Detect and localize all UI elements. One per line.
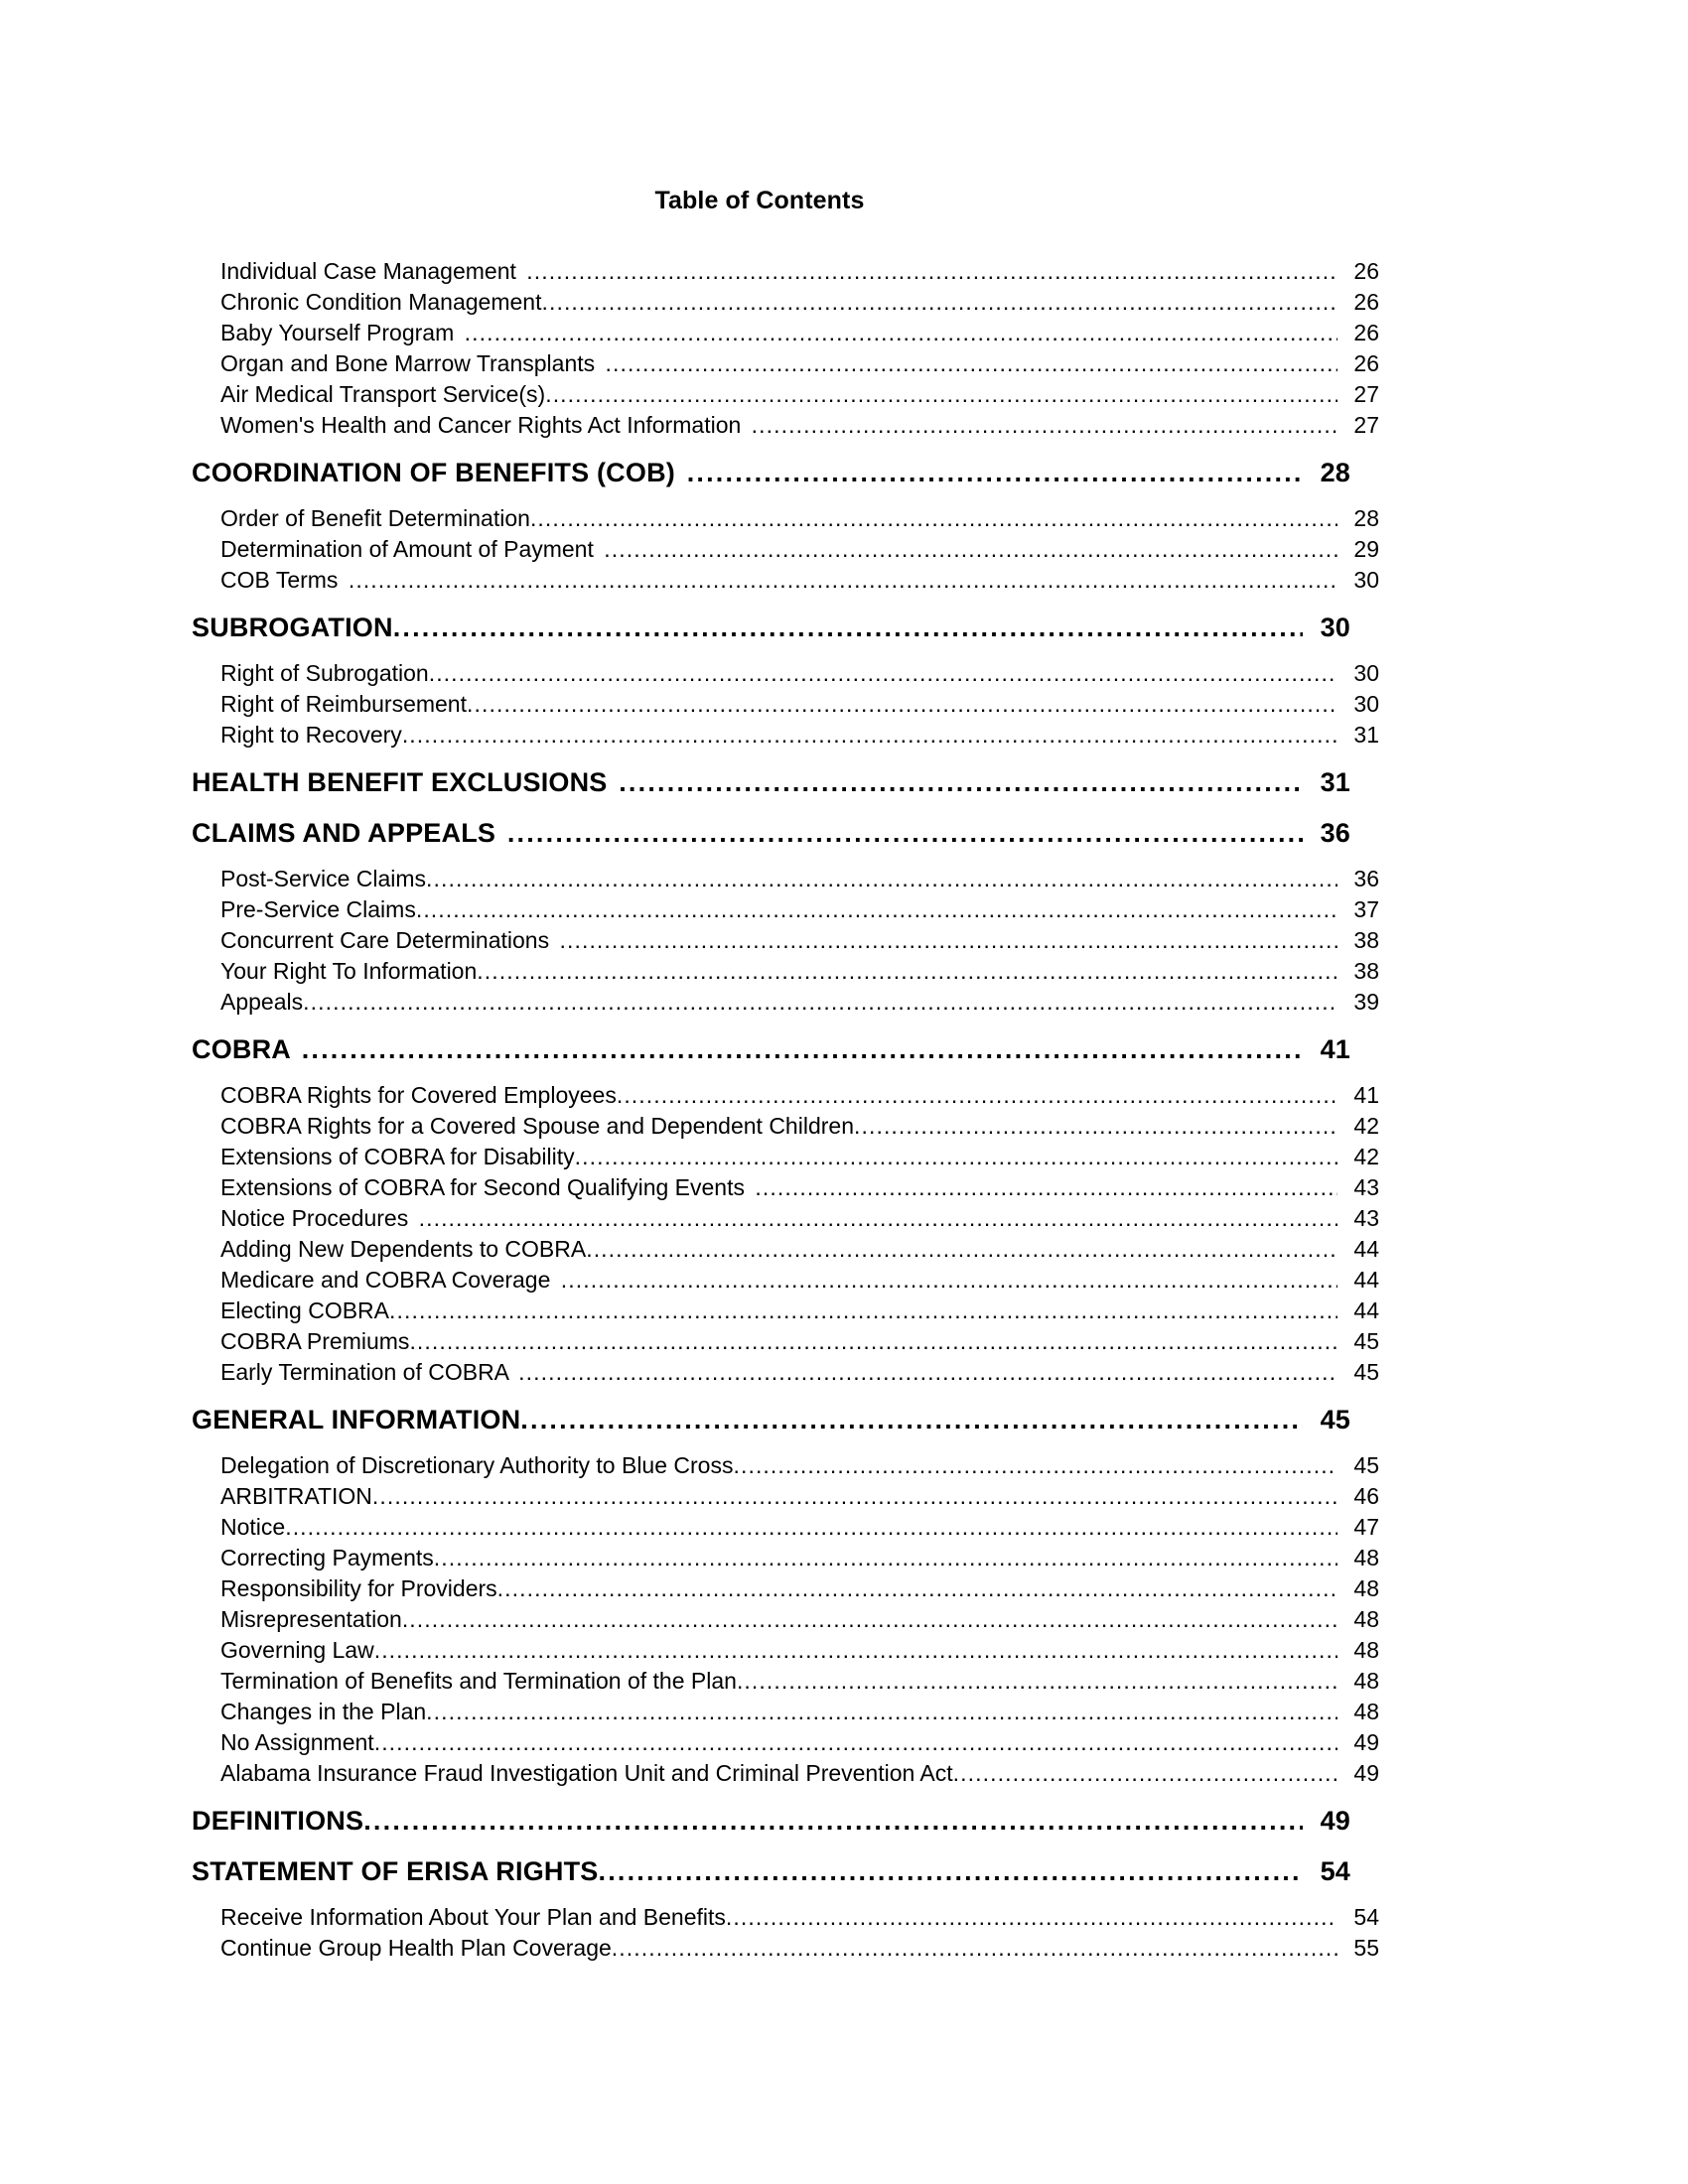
dot-leader bbox=[467, 689, 1337, 712]
toc-subsection-entry[interactable] bbox=[192, 1758, 1379, 1789]
toc-entry-page-number: 44 bbox=[1353, 1267, 1379, 1293]
toc-entry-label: Extensions of COBRA for Second Qualifying Events bbox=[220, 1174, 745, 1200]
toc-entry-label: Alabama Insurance Fraud Investigation Unit and Criminal Prevention Act bbox=[220, 1760, 953, 1786]
toc-entry-label: STATEMENT OF ERISA RIGHTS bbox=[192, 1856, 599, 1886]
toc-entry-page-number: 26 bbox=[1353, 289, 1379, 315]
toc-entry-label: DEFINITIONS bbox=[192, 1806, 364, 1836]
toc-section-entry[interactable] bbox=[192, 1031, 1350, 1068]
page-title: Table of Contents bbox=[654, 187, 865, 214]
toc-entry-label: Right to Recovery bbox=[220, 722, 402, 748]
toc-subsection-entry[interactable] bbox=[192, 1573, 1379, 1604]
toc-entry-page-number: 45 bbox=[1353, 1328, 1379, 1354]
toc-subsection-entry[interactable] bbox=[192, 1697, 1379, 1727]
toc-entry-label: CLAIMS AND APPEALS bbox=[192, 818, 496, 848]
toc-entry-label: Determination of Amount of Payment bbox=[220, 536, 594, 562]
toc-entry-page-number: 49 bbox=[1320, 1806, 1350, 1836]
toc-entry-page-number: 42 bbox=[1353, 1113, 1379, 1139]
toc-section-entry[interactable] bbox=[192, 1803, 1350, 1840]
dot-leader bbox=[426, 864, 1337, 887]
toc-subsection-entry[interactable] bbox=[192, 503, 1379, 534]
toc-entry-label: COORDINATION OF BENEFITS (COB) bbox=[192, 458, 675, 487]
dot-leader bbox=[434, 1543, 1337, 1566]
toc-subsection-entry[interactable] bbox=[192, 1902, 1379, 1933]
toc-entry-page-number: 41 bbox=[1353, 1082, 1379, 1108]
dot-leader bbox=[737, 1666, 1337, 1689]
toc-entry-page-number: 26 bbox=[1353, 258, 1379, 284]
toc-entry-label: COBRA Rights for Covered Employees bbox=[220, 1082, 617, 1108]
toc-entry-label: COBRA Premiums bbox=[220, 1328, 410, 1354]
toc-subsection-entry[interactable] bbox=[192, 864, 1379, 894]
toc-entry-label: Notice bbox=[220, 1514, 286, 1540]
toc-entry-label: Notice Procedures bbox=[220, 1205, 409, 1231]
toc-entry-page-number: 31 bbox=[1320, 767, 1350, 797]
toc-entry-page-number: 48 bbox=[1353, 1545, 1379, 1570]
toc-subsection-entry[interactable] bbox=[192, 925, 1379, 956]
toc-subsection-entry[interactable] bbox=[192, 565, 1379, 596]
dot-leader bbox=[599, 1853, 1304, 1880]
toc-entry-label: Your Right To Information bbox=[220, 958, 478, 984]
toc-entry-page-number: 54 bbox=[1353, 1904, 1379, 1930]
toc-subsection-entry[interactable] bbox=[192, 1933, 1379, 1964]
toc-entry-page-number: 31 bbox=[1353, 722, 1379, 748]
toc-entry-page-number: 48 bbox=[1353, 1575, 1379, 1601]
toc-entry-label: Pre-Service Claims bbox=[220, 896, 416, 922]
toc-entry-label: Early Termination of COBRA bbox=[220, 1359, 508, 1385]
toc-entry-page-number: 26 bbox=[1353, 350, 1379, 376]
dot-leader bbox=[402, 1604, 1337, 1627]
dot-leader bbox=[520, 1402, 1303, 1429]
dot-leader bbox=[372, 1481, 1337, 1504]
dot-leader bbox=[363, 1803, 1303, 1830]
dot-leader bbox=[617, 1080, 1337, 1103]
toc-entry-page-number: 41 bbox=[1320, 1034, 1350, 1064]
toc-subsection-entry[interactable] bbox=[192, 318, 1379, 348]
toc-entry-page-number: 55 bbox=[1353, 1935, 1379, 1961]
toc-subsection-entry[interactable] bbox=[192, 1512, 1379, 1543]
dot-leader bbox=[497, 1573, 1337, 1596]
toc-subsection-entry[interactable] bbox=[192, 1481, 1379, 1512]
toc-subsection-entry[interactable] bbox=[192, 987, 1379, 1018]
toc-entry-page-number: 42 bbox=[1353, 1144, 1379, 1169]
toc-entry-page-number: 44 bbox=[1353, 1236, 1379, 1262]
dot-leader bbox=[575, 1142, 1337, 1164]
dot-leader bbox=[545, 379, 1337, 402]
toc-subsection-entry[interactable] bbox=[192, 410, 1379, 441]
toc-subsection-entry[interactable] bbox=[192, 534, 1379, 565]
toc-entry-label: Air Medical Transport Service(s) bbox=[220, 381, 546, 407]
toc-entry-label: COBRA bbox=[192, 1034, 290, 1064]
toc-entry-label: Women's Health and Cancer Rights Act Information bbox=[220, 412, 742, 438]
toc-entry-label: Order of Benefit Determination bbox=[220, 505, 530, 531]
toc-entry-page-number: 36 bbox=[1353, 866, 1379, 891]
toc-entry-label: Appeals bbox=[220, 989, 304, 1015]
toc-entry-label: Extensions of COBRA for Disability bbox=[220, 1144, 575, 1169]
toc-subsection-entry[interactable] bbox=[192, 1543, 1379, 1573]
toc-subsection-entry[interactable] bbox=[192, 1635, 1379, 1666]
toc-entry-page-number: 47 bbox=[1353, 1514, 1379, 1540]
toc-entry-label: Misrepresentation bbox=[220, 1606, 402, 1632]
toc-subsection-entry[interactable] bbox=[192, 1727, 1379, 1758]
toc-subsection-entry[interactable] bbox=[192, 1604, 1379, 1635]
toc-entry-label: Individual Case Management bbox=[220, 258, 516, 284]
toc-entry-page-number: 45 bbox=[1353, 1452, 1379, 1478]
dot-leader bbox=[612, 1933, 1337, 1956]
toc-entry-label: Receive Information About Your Plan and Benefits bbox=[220, 1904, 726, 1930]
toc-entry-page-number: 38 bbox=[1353, 927, 1379, 953]
dot-leader bbox=[733, 1450, 1337, 1473]
toc-section-entry[interactable] bbox=[192, 455, 1350, 491]
toc-section-entry[interactable] bbox=[192, 610, 1350, 646]
toc-subsection-entry[interactable] bbox=[192, 1142, 1379, 1172]
toc-subsection-entry[interactable] bbox=[192, 379, 1379, 410]
toc-entry-label: Post-Service Claims bbox=[220, 866, 427, 891]
toc-entry-page-number: 27 bbox=[1353, 412, 1379, 438]
toc-subsection-entry[interactable] bbox=[192, 1111, 1379, 1142]
dot-leader bbox=[416, 894, 1337, 917]
toc-entry-label: Governing Law bbox=[220, 1637, 374, 1663]
toc-subsection-entry[interactable] bbox=[192, 1296, 1379, 1326]
dot-leader bbox=[586, 1234, 1337, 1257]
toc-entry-page-number: 48 bbox=[1353, 1637, 1379, 1663]
toc-subsection-entry[interactable] bbox=[192, 1172, 1379, 1203]
dot-leader bbox=[285, 1512, 1337, 1535]
toc-entry-page-number: 28 bbox=[1353, 505, 1379, 531]
toc-entry-label: HEALTH BENEFIT EXCLUSIONS bbox=[192, 767, 608, 797]
dot-leader bbox=[752, 410, 1337, 433]
toc-entry-page-number: 49 bbox=[1353, 1729, 1379, 1755]
toc-entry-label: GENERAL INFORMATION bbox=[192, 1405, 521, 1434]
dot-leader bbox=[303, 987, 1337, 1010]
toc-entry-label: Adding New Dependents to COBRA bbox=[220, 1236, 587, 1262]
toc-entry-label: Chronic Condition Management bbox=[220, 289, 542, 315]
dot-leader bbox=[409, 1326, 1337, 1349]
toc-entry-page-number: 26 bbox=[1353, 320, 1379, 345]
toc-entry-page-number: 43 bbox=[1353, 1174, 1379, 1200]
toc-entry-label: Right of Reimbursement bbox=[220, 691, 467, 717]
toc-entry-label: COBRA Rights for a Covered Spouse and Dependent Children bbox=[220, 1113, 854, 1139]
toc-subsection-entry[interactable] bbox=[192, 658, 1379, 689]
dot-leader bbox=[726, 1902, 1337, 1925]
toc-entry-page-number: 29 bbox=[1353, 536, 1379, 562]
dot-leader bbox=[393, 610, 1303, 636]
toc-entry-label: COB Terms bbox=[220, 567, 339, 593]
toc-entry-page-number: 43 bbox=[1353, 1205, 1379, 1231]
toc-entry-page-number: 30 bbox=[1353, 567, 1379, 593]
toc-subsection-entry[interactable] bbox=[192, 720, 1379, 751]
toc-entry-page-number: 27 bbox=[1353, 381, 1379, 407]
toc-entry-label: Termination of Benefits and Termination of the Plan bbox=[220, 1668, 737, 1694]
toc-entry-label: Responsibility for Providers bbox=[220, 1575, 497, 1601]
dot-leader bbox=[349, 565, 1337, 588]
dot-leader bbox=[465, 318, 1337, 341]
toc-entry-page-number: 48 bbox=[1353, 1699, 1379, 1724]
toc-entry-label: Correcting Payments bbox=[220, 1545, 434, 1570]
dot-leader bbox=[518, 1357, 1337, 1380]
toc-entry-page-number: 44 bbox=[1353, 1297, 1379, 1323]
toc-entry-label: Medicare and COBRA Coverage bbox=[220, 1267, 551, 1293]
dot-leader bbox=[687, 455, 1303, 481]
toc-entry-label: SUBROGATION bbox=[192, 613, 393, 642]
dot-leader bbox=[619, 764, 1303, 791]
dot-leader bbox=[606, 348, 1337, 371]
dot-leader bbox=[953, 1758, 1337, 1781]
toc-subsection-entry[interactable] bbox=[192, 287, 1379, 318]
dot-leader bbox=[426, 1697, 1337, 1719]
toc-subsection-entry[interactable] bbox=[192, 1203, 1379, 1234]
toc-entry-page-number: 37 bbox=[1353, 896, 1379, 922]
table-of-contents-list bbox=[192, 256, 1379, 1964]
toc-subsection-entry[interactable] bbox=[192, 1666, 1379, 1697]
dot-leader bbox=[389, 1296, 1337, 1318]
toc-subsection-entry[interactable] bbox=[192, 956, 1379, 987]
toc-entry-page-number: 49 bbox=[1353, 1760, 1379, 1786]
dot-leader bbox=[541, 287, 1337, 310]
toc-subsection-entry[interactable] bbox=[192, 1080, 1379, 1111]
toc-entry-page-number: 39 bbox=[1353, 989, 1379, 1015]
toc-entry-label: Baby Yourself Program bbox=[220, 320, 455, 345]
dot-leader bbox=[604, 534, 1337, 557]
toc-entry-page-number: 48 bbox=[1353, 1606, 1379, 1632]
dot-leader bbox=[755, 1172, 1337, 1195]
toc-entry-page-number: 48 bbox=[1353, 1668, 1379, 1694]
toc-subsection-entry[interactable] bbox=[192, 348, 1379, 379]
toc-subsection-entry[interactable] bbox=[192, 1326, 1379, 1357]
dot-leader bbox=[419, 1203, 1337, 1226]
dot-leader bbox=[477, 956, 1337, 979]
toc-entry-label: Electing COBRA bbox=[220, 1297, 390, 1323]
toc-entry-label: Delegation of Discretionary Authority to Blue Cross bbox=[220, 1452, 734, 1478]
toc-entry-page-number: 45 bbox=[1320, 1405, 1350, 1434]
toc-entry-label: ARBITRATION bbox=[220, 1483, 372, 1509]
toc-subsection-entry[interactable] bbox=[192, 689, 1379, 720]
dot-leader bbox=[561, 1265, 1337, 1288]
toc-entry-page-number: 30 bbox=[1320, 613, 1350, 642]
toc-entry-page-number: 30 bbox=[1353, 660, 1379, 686]
toc-entry-page-number: 36 bbox=[1320, 818, 1350, 848]
dot-leader bbox=[402, 720, 1337, 743]
dot-leader bbox=[530, 503, 1337, 526]
toc-entry-label: Concurrent Care Determinations bbox=[220, 927, 550, 953]
toc-subsection-entry[interactable] bbox=[192, 1357, 1379, 1388]
toc-section-entry[interactable] bbox=[192, 1853, 1350, 1890]
toc-subsection-entry[interactable] bbox=[192, 1450, 1379, 1481]
toc-section-entry[interactable] bbox=[192, 1402, 1350, 1438]
toc-entry-page-number: 30 bbox=[1353, 691, 1379, 717]
toc-subsection-entry[interactable] bbox=[192, 256, 1379, 287]
toc-entry-page-number: 46 bbox=[1353, 1483, 1379, 1509]
toc-section-entry[interactable] bbox=[192, 815, 1350, 852]
dot-leader bbox=[854, 1111, 1337, 1134]
toc-section-entry[interactable] bbox=[192, 764, 1350, 801]
dot-leader bbox=[507, 815, 1303, 842]
dot-leader bbox=[374, 1635, 1337, 1658]
toc-entry-page-number: 45 bbox=[1353, 1359, 1379, 1385]
toc-subsection-entry[interactable] bbox=[192, 1234, 1379, 1265]
toc-subsection-entry[interactable] bbox=[192, 894, 1379, 925]
dot-leader bbox=[526, 256, 1337, 279]
toc-entry-label: No Assignment bbox=[220, 1729, 374, 1755]
dot-leader bbox=[302, 1031, 1303, 1058]
dot-leader bbox=[429, 658, 1337, 681]
toc-entry-page-number: 38 bbox=[1353, 958, 1379, 984]
toc-entry-page-number: 54 bbox=[1320, 1856, 1350, 1886]
dot-leader bbox=[559, 925, 1337, 948]
toc-entry-label: Changes in the Plan bbox=[220, 1699, 427, 1724]
toc-entry-page-number: 28 bbox=[1320, 458, 1350, 487]
toc-subsection-entry[interactable] bbox=[192, 1265, 1379, 1296]
toc-entry-label: Continue Group Health Plan Coverage bbox=[220, 1935, 612, 1961]
toc-entry-label: Organ and Bone Marrow Transplants bbox=[220, 350, 596, 376]
toc-entry-label: Right of Subrogation bbox=[220, 660, 429, 686]
dot-leader bbox=[374, 1727, 1337, 1750]
